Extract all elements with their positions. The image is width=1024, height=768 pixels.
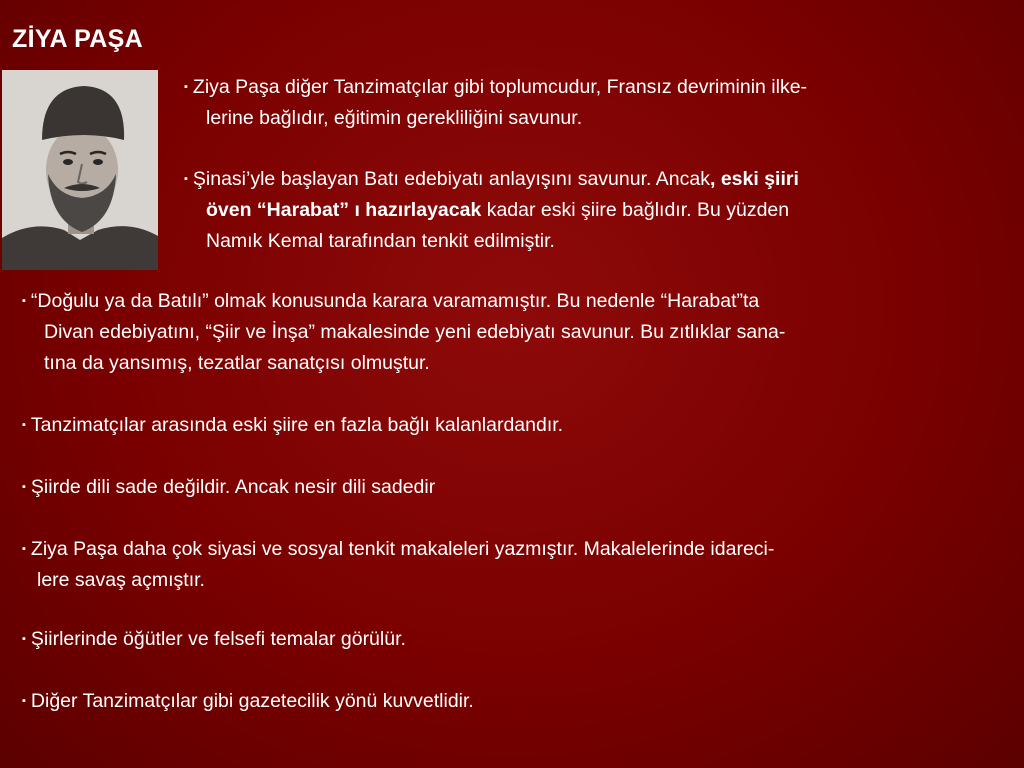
bullet-line: ▪ Şinasi’yle başlayan Batı edebiyatı anlayışını savunur. Ancak, eski şiiri	[184, 164, 799, 195]
bullet-marker-icon: ▪	[22, 633, 26, 645]
bullet-marker-icon: ▪	[22, 543, 26, 555]
bullet-item	[22, 472, 435, 503]
bullet-line: ▪ Şiirlerinde öğütler ve felsefi temalar görülür.	[22, 624, 406, 655]
bullet-line: ▪ Diğer Tanzimatçılar gibi gazetecilik yönü kuvvetlidir.	[22, 686, 474, 717]
bullet-item	[184, 72, 807, 134]
bullet-item	[22, 410, 563, 441]
bullet-line: Namık Kemal tarafından tenkit edilmiştir.	[206, 230, 555, 252]
bullet-item	[22, 286, 785, 379]
bullet-line: ▪ Ziya Paşa diğer Tanzimatçılar gibi toplumcudur, Fransız devriminin ilke-	[184, 72, 807, 103]
bullet-line: öven “Harabat” ı hazırlayacak kadar eski şiire bağlıdır. Bu yüzden	[206, 199, 790, 221]
bullet-line: ▪ Şiirde dili sade değildir. Ancak nesir dili sadedir	[22, 472, 435, 503]
bullet-line: Divan edebiyatını, “Şiir ve İnşa” makalesinde yeni edebiyatı savunur. Bu zıtlıklar sana-	[44, 321, 786, 343]
bold-text: , eski şiiri	[709, 168, 799, 190]
slide-title: ZİYA PAŞA	[12, 25, 143, 53]
bullet-marker-icon: ▪	[22, 695, 26, 707]
bullet-line: tına da yansımış, tezatlar sanatçısı olmuştur.	[44, 352, 430, 374]
bullet-item	[184, 164, 799, 257]
bullet-line: lere savaş açmıştır.	[37, 569, 205, 591]
bullet-marker-icon: ▪	[184, 173, 188, 185]
bullet-line: ▪ Tanzimatçılar arasında eski şiire en fazla bağlı kalanlardandır.	[22, 410, 563, 441]
bullet-line: ▪ “Doğulu ya da Batılı” olmak konusunda karara varamamıştır. Bu nedenle “Harabat”ta	[22, 286, 785, 317]
portrait-icon	[2, 70, 158, 270]
bullet-marker-icon: ▪	[22, 481, 26, 493]
portrait-photo	[2, 70, 158, 270]
bullet-item	[22, 686, 474, 717]
bullet-marker-icon: ▪	[22, 419, 26, 431]
bullet-item	[22, 624, 406, 655]
bullet-item	[22, 534, 774, 596]
bullet-marker-icon: ▪	[184, 81, 188, 93]
bold-text: öven “Harabat” ı hazırlayacak	[206, 199, 482, 221]
bullet-line: ▪ Ziya Paşa daha çok siyasi ve sosyal tenkit makaleleri yazmıştır. Makalelerinde idareci-	[22, 534, 774, 565]
bullet-marker-icon: ▪	[22, 295, 26, 307]
bullet-line: lerine bağlıdır, eğitimin gerekliliğini savunur.	[206, 107, 583, 129]
